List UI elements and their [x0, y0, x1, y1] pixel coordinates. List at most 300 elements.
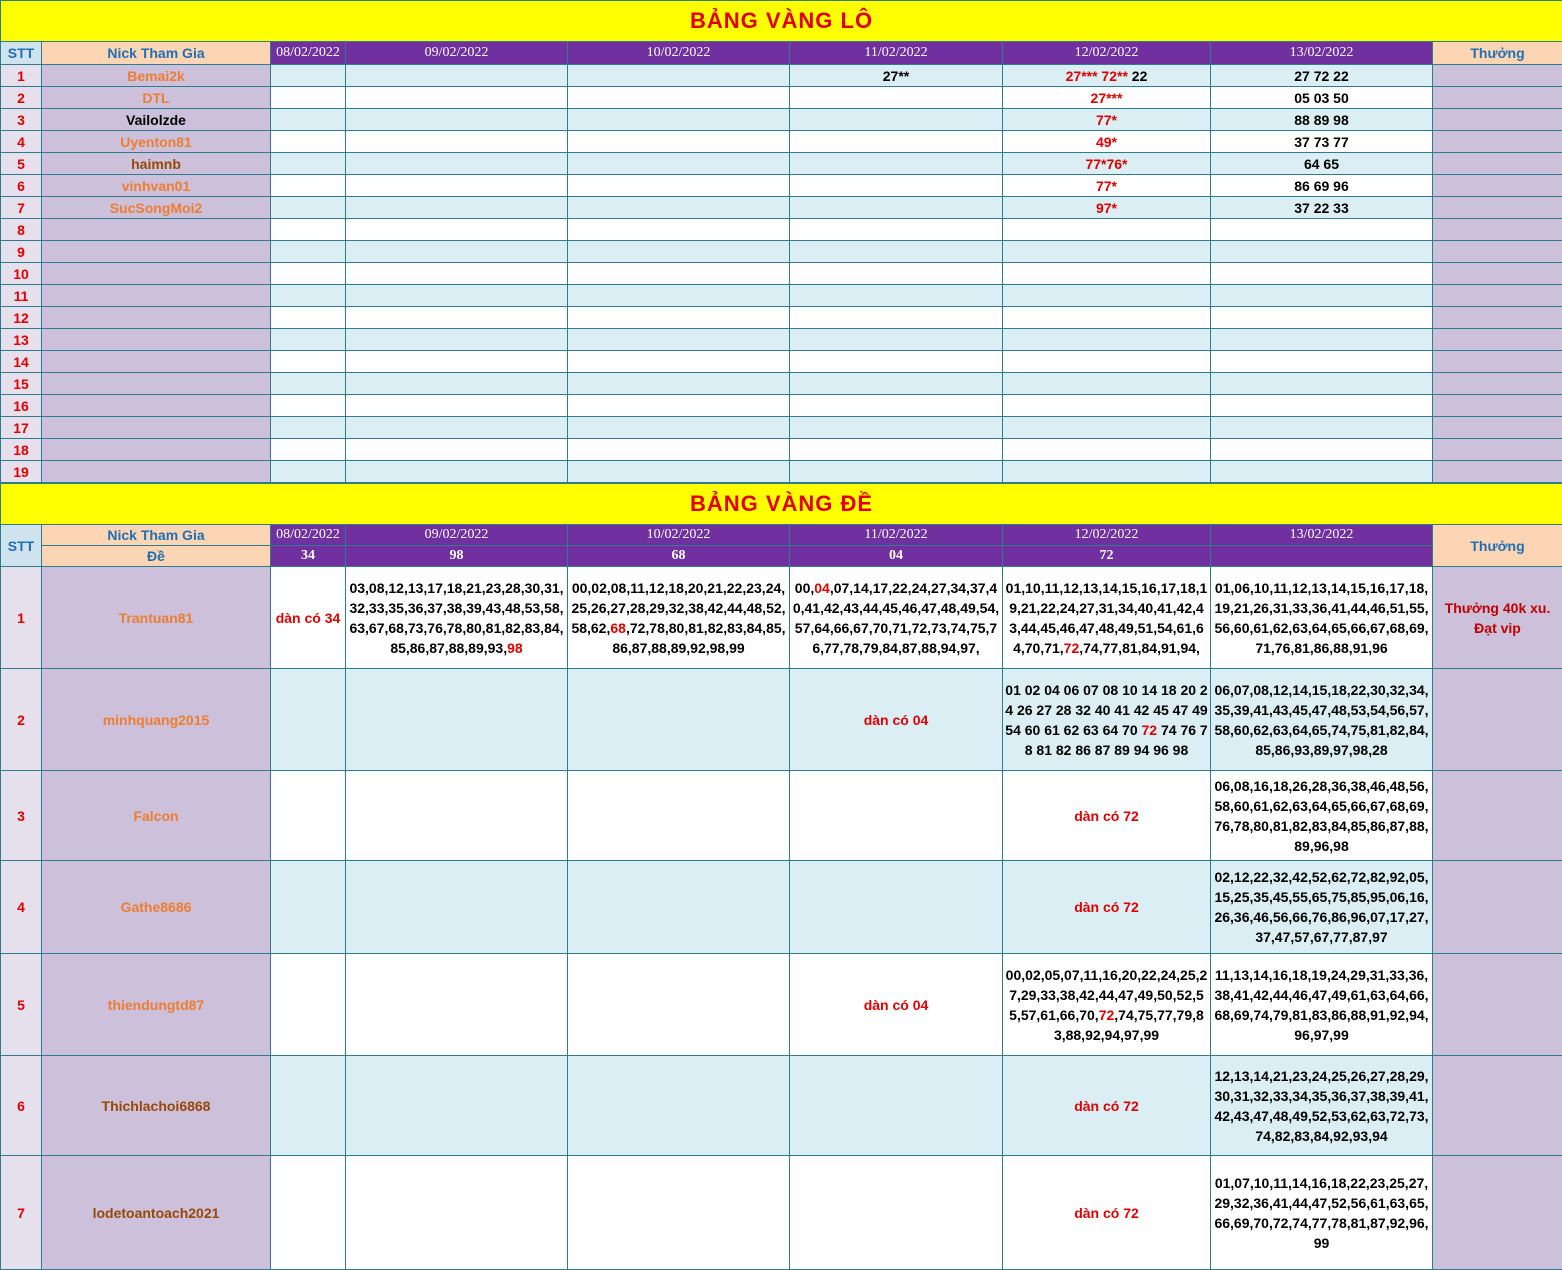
lo-header-date: 13/02/2022	[1211, 42, 1433, 65]
de-results-table	[0, 483, 1562, 1270]
row-number: 9	[1, 241, 42, 263]
player-nick	[42, 307, 271, 329]
prize-cell	[1433, 329, 1562, 351]
date-cell	[568, 373, 790, 395]
player-nick	[42, 395, 271, 417]
player-nick	[42, 285, 271, 307]
date-cell	[1003, 175, 1211, 197]
number-list-cell	[1003, 771, 1211, 861]
row-number: 15	[1, 373, 42, 395]
number-list-cell	[568, 567, 790, 669]
prize-cell	[1433, 285, 1562, 307]
number-list-cell	[790, 1056, 1003, 1156]
date-cell	[271, 439, 346, 461]
lo-header-date: 12/02/2022	[1003, 42, 1211, 65]
player-nick: Thichlachoi6868	[42, 1056, 271, 1156]
date-cell	[1211, 373, 1433, 395]
number-list-cell	[1211, 861, 1433, 954]
prize-cell	[1433, 351, 1562, 373]
date-cell	[568, 153, 790, 175]
player-nick	[42, 219, 271, 241]
prize-cell	[1433, 307, 1562, 329]
date-cell	[790, 219, 1003, 241]
date-cell	[346, 351, 568, 373]
row-number: 18	[1, 439, 42, 461]
date-cell	[346, 87, 568, 109]
player-nick: Vailolzde	[42, 109, 271, 131]
row-number: 10	[1, 263, 42, 285]
hit-numbers: 77*76*	[1085, 156, 1127, 172]
player-nick	[42, 329, 271, 351]
date-cell	[790, 285, 1003, 307]
date-cell	[1211, 307, 1433, 329]
prize-cell	[1433, 954, 1562, 1056]
date-cell	[346, 417, 568, 439]
date-cell	[1003, 263, 1211, 285]
date-cell	[790, 131, 1003, 153]
de-result-value: 34	[271, 546, 346, 567]
number-list-cell	[1003, 1056, 1211, 1156]
de-result-value: 72	[1003, 546, 1211, 567]
date-cell	[790, 153, 1003, 175]
date-cell	[271, 329, 346, 351]
row-number: 2	[1, 669, 42, 771]
date-cell	[568, 131, 790, 153]
date-cell	[568, 461, 790, 483]
number-list-cell	[346, 1156, 568, 1270]
date-cell	[271, 175, 346, 197]
number-list-cell	[271, 771, 346, 861]
date-cell	[1003, 329, 1211, 351]
lo-row	[1, 87, 1562, 109]
date-cell	[346, 241, 568, 263]
date-cell	[346, 153, 568, 175]
date-cell	[346, 307, 568, 329]
player-nick: Falcon	[42, 771, 271, 861]
number-list-cell	[271, 861, 346, 954]
de-row	[1, 954, 1562, 1056]
date-cell	[568, 329, 790, 351]
number-list-cell	[346, 567, 568, 669]
prize-cell	[1433, 109, 1562, 131]
date-cell	[790, 263, 1003, 285]
prize-cell	[1433, 197, 1562, 219]
date-cell	[568, 285, 790, 307]
prize-cell	[1433, 669, 1562, 771]
date-cell	[1211, 263, 1433, 285]
row-number: 7	[1, 1156, 42, 1270]
prize-cell	[1433, 87, 1562, 109]
date-cell: 64 65	[1211, 153, 1433, 175]
date-cell	[1211, 461, 1433, 483]
number-list-cell	[346, 1056, 568, 1156]
de-title: BẢNG VÀNG ĐỀ	[1, 484, 1562, 525]
date-cell	[568, 175, 790, 197]
date-cell: 37 22 33	[1211, 197, 1433, 219]
date-cell	[346, 131, 568, 153]
date-cell	[790, 439, 1003, 461]
date-cell	[271, 197, 346, 219]
number-segment: dàn có 72	[1074, 899, 1139, 915]
date-cell: 88 89 98	[1211, 109, 1433, 131]
player-nick: thiendungtd87	[42, 954, 271, 1056]
date-cell: 86 69 96	[1211, 175, 1433, 197]
number-segment: 74 76 78 81 82 86 87 89 94 96 98	[1025, 722, 1208, 758]
lo-results-table	[0, 0, 1562, 483]
date-cell	[271, 417, 346, 439]
number-list-cell	[790, 861, 1003, 954]
date-cell	[568, 417, 790, 439]
prize-cell	[1433, 373, 1562, 395]
lo-row	[1, 461, 1562, 483]
number-segment: dàn có 72	[1074, 1098, 1139, 1114]
prize-cell	[1433, 395, 1562, 417]
number-segment: 72	[1064, 640, 1080, 656]
date-cell	[1003, 373, 1211, 395]
lo-row	[1, 175, 1562, 197]
date-cell	[271, 351, 346, 373]
number-segment: 01 02 04 06 07 08 10 14 18 20 24 26 27 28 32 40 41 42 45 47 49 54 60 61 62 63 64 70	[1005, 682, 1207, 738]
number-list-cell	[568, 1156, 790, 1270]
date-cell	[790, 329, 1003, 351]
row-number: 4	[1, 131, 42, 153]
number-list-cell	[271, 669, 346, 771]
lo-header-date: 10/02/2022	[568, 42, 790, 65]
number-list-cell	[568, 771, 790, 861]
date-cell	[346, 461, 568, 483]
prize-cell	[1433, 1056, 1562, 1156]
number-segment: dàn có 04	[864, 712, 929, 728]
number-list-cell	[1211, 669, 1433, 771]
number-segment: 00,02,08,11,12,18,20,21,22,23,24,25,26,27,28,29,32,38,42,44,48,52,58,62,	[571, 580, 785, 636]
row-number: 12	[1, 307, 42, 329]
prize-cell	[1433, 241, 1562, 263]
de-header-prize: Thưởng	[1433, 525, 1562, 567]
number-segment: dàn có 72	[1074, 1205, 1139, 1221]
de-row	[1, 771, 1562, 861]
number-segment: 06,08,16,18,26,28,36,38,46,48,56,58,60,61,62,63,64,65,66,67,68,69,76,78,80,81,82,83,84,85,86,87,88,89,96,98	[1214, 778, 1428, 854]
date-cell	[1211, 395, 1433, 417]
number-list-cell	[790, 669, 1003, 771]
date-cell	[568, 219, 790, 241]
date-cell	[1003, 131, 1211, 153]
player-nick: DTL	[42, 87, 271, 109]
number-list-cell	[1211, 954, 1433, 1056]
date-cell	[271, 241, 346, 263]
hit-numbers: 97*	[1096, 200, 1117, 216]
number-segment: 01,07,10,11,14,16,18,22,23,25,27,29,32,36,41,44,47,52,56,61,63,65,66,69,70,72,74,77,78,81,87,92,96,99	[1214, 1175, 1428, 1251]
prize-cell	[1433, 461, 1562, 483]
number-list-cell	[790, 771, 1003, 861]
prize-cell	[1433, 771, 1562, 861]
date-cell	[568, 395, 790, 417]
date-cell	[1003, 109, 1211, 131]
lo-row	[1, 219, 1562, 241]
date-cell	[346, 395, 568, 417]
row-number: 5	[1, 153, 42, 175]
number-segment: 06,07,08,12,14,15,18,22,30,32,34,35,39,41,43,45,47,48,53,54,56,57,58,60,62,63,64,65,74,75,81,82,84,85,86,93,89,97,98,28	[1214, 682, 1428, 758]
lo-row	[1, 285, 1562, 307]
number-list-cell	[1211, 1056, 1433, 1156]
date-cell	[346, 439, 568, 461]
number-segment: 01,06,10,11,12,13,14,15,16,17,18,19,21,26,31,33,36,41,44,46,51,55,56,60,61,62,63,64,65,66,67,68,69,71,76,81,86,88,91,96	[1214, 580, 1428, 656]
row-number: 8	[1, 219, 42, 241]
date-cell	[568, 197, 790, 219]
row-number: 3	[1, 771, 42, 861]
date-cell	[346, 219, 568, 241]
date-cell	[1211, 285, 1433, 307]
prize-cell	[1433, 153, 1562, 175]
lo-row	[1, 263, 1562, 285]
lo-rows	[1, 65, 1562, 483]
player-nick	[42, 461, 271, 483]
row-number: 14	[1, 351, 42, 373]
date-cell	[1003, 197, 1211, 219]
de-rows	[1, 567, 1562, 1270]
date-cell	[568, 263, 790, 285]
date-cell	[790, 241, 1003, 263]
date-cell: 37 73 77	[1211, 131, 1433, 153]
de-header-date: 08/02/2022	[271, 525, 346, 546]
number-segment: 03,08,12,13,17,18,21,23,28,30,31,32,33,35,36,37,38,39,43,48,53,58,63,67,68,73,76,78,80,81,82,83,84,85,86,87,88,89,93,	[349, 580, 563, 656]
lo-row	[1, 131, 1562, 153]
row-number: 2	[1, 87, 42, 109]
number-list-cell	[568, 861, 790, 954]
number-list-cell	[271, 1156, 346, 1270]
date-cell	[790, 87, 1003, 109]
player-nick: Uyenton81	[42, 131, 271, 153]
lo-header-nick: Nick Tham Gia	[42, 42, 271, 65]
lo-row	[1, 241, 1562, 263]
row-number: 3	[1, 109, 42, 131]
number-list-cell	[346, 954, 568, 1056]
date-cell	[1211, 417, 1433, 439]
number-list-cell	[1003, 567, 1211, 669]
number-segment: ,07,14,17,22,24,27,34,37,40,41,42,43,44,45,46,47,48,49,54,57,64,66,67,70,71,72,73,74,75,76,77,78,79,84,87,88,94,97,	[793, 580, 999, 656]
date-cell	[271, 395, 346, 417]
number-list-cell	[790, 954, 1003, 1056]
de-header-date: 13/02/2022	[1211, 525, 1433, 546]
player-nick: vinhvan01	[42, 175, 271, 197]
date-cell	[790, 307, 1003, 329]
number-list-cell	[346, 771, 568, 861]
player-nick: lodetoantoach2021	[42, 1156, 271, 1270]
number-list-cell	[568, 1056, 790, 1156]
player-nick: haimnb	[42, 153, 271, 175]
de-header-date: 11/02/2022	[790, 525, 1003, 546]
de-header-date: 12/02/2022	[1003, 525, 1211, 546]
player-nick	[42, 241, 271, 263]
number-list-cell	[1211, 771, 1433, 861]
date-cell	[790, 395, 1003, 417]
date-cell	[790, 175, 1003, 197]
prize-cell	[1433, 1156, 1562, 1270]
date-cell	[1211, 219, 1433, 241]
row-number: 11	[1, 285, 42, 307]
date-cell	[271, 153, 346, 175]
extra-numbers: 22	[1128, 68, 1147, 84]
prize-cell	[1433, 131, 1562, 153]
number-segment: 72	[1099, 1007, 1115, 1023]
number-list-cell	[1003, 861, 1211, 954]
date-cell	[790, 351, 1003, 373]
player-nick	[42, 263, 271, 285]
number-list-cell	[1003, 954, 1211, 1056]
date-cell	[1003, 307, 1211, 329]
row-number: 5	[1, 954, 42, 1056]
date-cell	[790, 109, 1003, 131]
date-cell	[271, 131, 346, 153]
prize-cell: Thưởng 40k xu. Đạt vip	[1433, 567, 1562, 669]
date-cell: 05 03 50	[1211, 87, 1433, 109]
date-cell	[568, 241, 790, 263]
number-segment: 00,02,05,07,11,16,20,22,24,25,27,29,33,38,42,44,47,49,50,52,55,57,61,66,70,	[1006, 967, 1208, 1023]
number-segment: 11,13,14,16,18,19,24,29,31,33,36,38,41,42,44,46,47,49,61,63,64,66,68,69,74,79,81,83,86,88,91,92,94,96,97,99	[1214, 967, 1428, 1043]
date-cell	[271, 109, 346, 131]
player-nick: minhquang2015	[42, 669, 271, 771]
row-number: 16	[1, 395, 42, 417]
hit-numbers: 49*	[1096, 134, 1117, 150]
number-segment: dàn có 72	[1074, 808, 1139, 824]
number-list-cell	[346, 861, 568, 954]
number-segment: 12,13,14,21,23,24,25,26,27,28,29,30,31,32,33,34,35,36,37,38,39,41,42,43,47,48,49,52,53,62,63,72,73,74,82,83,84,92,93,94	[1214, 1068, 1428, 1144]
date-cell	[271, 263, 346, 285]
date-cell	[790, 373, 1003, 395]
prize-cell	[1433, 263, 1562, 285]
de-header-date: 09/02/2022	[346, 525, 568, 546]
date-cell	[346, 263, 568, 285]
row-number: 6	[1, 175, 42, 197]
date-cell	[568, 87, 790, 109]
number-segment: 02,12,22,32,42,52,62,72,82,92,05,15,25,35,45,55,65,75,85,95,06,16,26,36,46,56,66,76,86,96,07,17,27,37,47,57,67,77,87,97	[1214, 869, 1428, 945]
player-nick: SucSongMoi2	[42, 197, 271, 219]
hit-numbers: 27*** 72**	[1066, 68, 1128, 84]
player-nick	[42, 439, 271, 461]
prize-cell	[1433, 175, 1562, 197]
lo-row	[1, 109, 1562, 131]
row-number: 1	[1, 65, 42, 87]
date-cell	[1003, 351, 1211, 373]
lo-row	[1, 395, 1562, 417]
date-cell	[1003, 87, 1211, 109]
number-list-cell	[1211, 567, 1433, 669]
date-cell	[271, 219, 346, 241]
player-nick: Trantuan81	[42, 567, 271, 669]
number-segment: 04	[814, 580, 830, 596]
number-segment: 01,10,11,12,13,14,15,16,17,18,19,21,22,24,27,31,34,40,41,42,43,44,45,46,47,48,49,51,54,61,64,70,71,	[1006, 580, 1208, 656]
lo-row	[1, 417, 1562, 439]
prize-cell	[1433, 65, 1562, 87]
date-cell	[346, 109, 568, 131]
date-cell	[1003, 285, 1211, 307]
de-result-value: 04	[790, 546, 1003, 567]
row-number: 4	[1, 861, 42, 954]
date-cell: 27 72 22	[1211, 65, 1433, 87]
lo-row	[1, 65, 1562, 87]
lo-row	[1, 351, 1562, 373]
de-row	[1, 861, 1562, 954]
de-result-value: 68	[568, 546, 790, 567]
number-segment: 68	[610, 620, 626, 636]
lo-header-date: 09/02/2022	[346, 42, 568, 65]
row-number: 19	[1, 461, 42, 483]
date-cell	[1003, 153, 1211, 175]
lo-row	[1, 329, 1562, 351]
number-list-cell	[568, 954, 790, 1056]
date-cell	[568, 351, 790, 373]
lo-row	[1, 307, 1562, 329]
number-segment: 00,	[795, 580, 814, 596]
player-nick	[42, 373, 271, 395]
date-cell	[1211, 351, 1433, 373]
player-nick	[42, 417, 271, 439]
date-cell	[346, 175, 568, 197]
de-row	[1, 669, 1562, 771]
date-cell	[790, 461, 1003, 483]
row-number: 13	[1, 329, 42, 351]
date-cell	[271, 373, 346, 395]
row-number: 17	[1, 417, 42, 439]
date-cell	[271, 307, 346, 329]
date-cell: 27**	[790, 65, 1003, 87]
lo-row	[1, 153, 1562, 175]
date-cell	[1211, 439, 1433, 461]
date-cell	[1003, 241, 1211, 263]
date-cell	[346, 329, 568, 351]
date-cell	[1003, 461, 1211, 483]
number-list-cell	[1003, 669, 1211, 771]
player-nick	[42, 351, 271, 373]
row-number: 6	[1, 1056, 42, 1156]
de-result-value	[1211, 546, 1433, 567]
date-cell	[1003, 417, 1211, 439]
number-segment: ,72,78,80,81,82,83,84,85,86,87,88,89,92,98,99	[612, 620, 785, 656]
de-result-value: 98	[346, 546, 568, 567]
date-cell	[346, 197, 568, 219]
de-header-stt: STT	[1, 525, 42, 567]
date-cell	[568, 109, 790, 131]
prize-cell	[1433, 861, 1562, 954]
date-cell	[271, 65, 346, 87]
lo-header-prize: Thưởng	[1433, 42, 1562, 65]
number-list-cell	[1211, 1156, 1433, 1270]
number-segment: 72	[1142, 722, 1158, 738]
number-list-cell	[790, 567, 1003, 669]
date-cell	[346, 373, 568, 395]
player-nick: Gathe8686	[42, 861, 271, 954]
de-header-nick: Nick Tham Gia	[42, 525, 271, 546]
date-cell	[1003, 219, 1211, 241]
number-list-cell	[790, 1156, 1003, 1270]
date-cell	[1003, 65, 1211, 87]
number-segment: ,74,75,77,79,83,88,92,94,97,99	[1054, 1007, 1204, 1043]
date-cell	[1003, 439, 1211, 461]
date-cell	[568, 439, 790, 461]
prize-cell	[1433, 439, 1562, 461]
date-cell	[271, 461, 346, 483]
date-cell	[346, 65, 568, 87]
lo-header-date: 11/02/2022	[790, 42, 1003, 65]
prize-cell	[1433, 417, 1562, 439]
de-header-date: 10/02/2022	[568, 525, 790, 546]
date-cell	[1211, 241, 1433, 263]
lo-header-date: 08/02/2022	[271, 42, 346, 65]
hit-numbers: 27***	[1091, 90, 1123, 106]
number-list-cell	[568, 669, 790, 771]
date-cell	[1211, 329, 1433, 351]
de-header-de-label: Đề	[42, 546, 271, 567]
player-nick: Bemai2k	[42, 65, 271, 87]
